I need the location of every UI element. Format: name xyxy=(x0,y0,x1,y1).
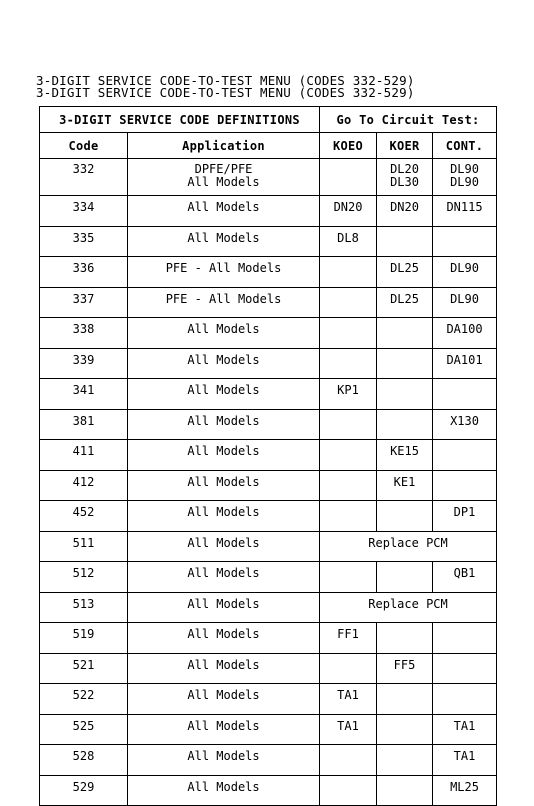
koer-cell xyxy=(377,348,433,379)
cont-cell: DA101 xyxy=(433,348,497,379)
table-row xyxy=(40,501,497,532)
koer-cell: KE1 xyxy=(377,470,433,501)
koer-cell: DL25 xyxy=(377,257,433,288)
table-row xyxy=(40,318,497,349)
cont-cell xyxy=(433,623,497,654)
cont-cell: TA1 xyxy=(433,745,497,776)
code-cell: 341 xyxy=(40,379,128,410)
cont-cell: ML25 xyxy=(433,775,497,806)
koer-cell xyxy=(377,562,433,593)
koer-cell xyxy=(377,623,433,654)
code-cell: 336 xyxy=(40,257,128,288)
table-row xyxy=(40,562,497,593)
code-cell: 332 xyxy=(40,159,128,196)
koer-cell xyxy=(377,318,433,349)
application-cell: All Models xyxy=(128,348,320,379)
code-cell: 528 xyxy=(40,745,128,776)
koer-cell xyxy=(377,775,433,806)
table-row xyxy=(40,531,497,562)
application-cell: All Models xyxy=(128,653,320,684)
application-cell: All Models xyxy=(128,196,320,227)
table-row xyxy=(40,684,497,715)
code-cell: 411 xyxy=(40,440,128,471)
application-cell: All Models xyxy=(128,623,320,654)
page-title-repeat: 3-DIGIT SERVICE CODE-TO-TEST MENU (CODES 332-529) xyxy=(36,85,415,100)
table-row xyxy=(40,409,497,440)
table-row xyxy=(40,379,497,410)
table-row xyxy=(40,775,497,806)
koer-cell xyxy=(377,745,433,776)
table-row xyxy=(40,592,497,623)
code-cell: 525 xyxy=(40,714,128,745)
table-row xyxy=(40,714,497,745)
koer-cell: DL25 xyxy=(377,287,433,318)
koer-cell: DN20 xyxy=(377,196,433,227)
cont-cell xyxy=(433,440,497,471)
code-cell: 513 xyxy=(40,592,128,623)
code-cell: 334 xyxy=(40,196,128,227)
koer-cell xyxy=(377,226,433,257)
application-cell: All Models xyxy=(128,684,320,715)
koer-cell: DL20 DL30 xyxy=(377,159,433,196)
koeo-column-header: KOEO xyxy=(320,133,377,159)
code-cell: 512 xyxy=(40,562,128,593)
application-cell: All Models xyxy=(128,318,320,349)
application-cell: All Models xyxy=(128,592,320,623)
code-column-header: Code xyxy=(40,133,128,159)
table-body xyxy=(40,159,497,806)
cont-cell: DL90 xyxy=(433,287,497,318)
koeo-cell xyxy=(320,562,377,593)
table-row xyxy=(40,440,497,471)
koeo-cell xyxy=(320,470,377,501)
application-cell: PFE - All Models xyxy=(128,287,320,318)
circuit-test-header: Go To Circuit Test: xyxy=(320,107,497,133)
service-code-table xyxy=(39,106,497,806)
replace-pcm-cell: Replace PCM xyxy=(320,531,497,562)
koeo-cell xyxy=(320,409,377,440)
koer-cell xyxy=(377,379,433,410)
koeo-cell: TA1 xyxy=(320,684,377,715)
application-cell: All Models xyxy=(128,470,320,501)
application-cell: All Models xyxy=(128,531,320,562)
cont-cell: DL90 xyxy=(433,257,497,288)
table-row xyxy=(40,257,497,288)
table-row xyxy=(40,348,497,379)
koeo-cell: KP1 xyxy=(320,379,377,410)
koer-column-header: KOER xyxy=(377,133,433,159)
code-cell: 337 xyxy=(40,287,128,318)
definitions-header: 3-DIGIT SERVICE CODE DEFINITIONS xyxy=(40,107,320,133)
cont-cell: DN115 xyxy=(433,196,497,227)
code-cell: 519 xyxy=(40,623,128,654)
replace-pcm-cell: Replace PCM xyxy=(320,592,497,623)
code-cell: 412 xyxy=(40,470,128,501)
code-cell: 381 xyxy=(40,409,128,440)
cont-cell: DL90 DL90 xyxy=(433,159,497,196)
page-title: 3-DIGIT SERVICE CODE-TO-TEST MENU (CODES 332-529) xyxy=(36,73,415,88)
koeo-cell xyxy=(320,348,377,379)
koeo-cell: TA1 xyxy=(320,714,377,745)
code-cell: 529 xyxy=(40,775,128,806)
code-cell: 511 xyxy=(40,531,128,562)
cont-cell: X130 xyxy=(433,409,497,440)
code-cell: 338 xyxy=(40,318,128,349)
koer-cell: FF5 xyxy=(377,653,433,684)
koeo-cell: DL8 xyxy=(320,226,377,257)
koeo-cell xyxy=(320,653,377,684)
application-cell: All Models xyxy=(128,226,320,257)
table-row xyxy=(40,745,497,776)
cont-cell: DA100 xyxy=(433,318,497,349)
table-row xyxy=(40,470,497,501)
koeo-cell xyxy=(320,159,377,196)
table-row xyxy=(40,226,497,257)
koer-cell xyxy=(377,501,433,532)
koer-cell xyxy=(377,409,433,440)
code-cell: 339 xyxy=(40,348,128,379)
table-row xyxy=(40,159,497,196)
application-column-header: Application xyxy=(128,133,320,159)
cont-cell xyxy=(433,379,497,410)
application-cell: All Models xyxy=(128,562,320,593)
table-row xyxy=(40,623,497,654)
application-cell: All Models xyxy=(128,409,320,440)
cont-column-header: CONT. xyxy=(433,133,497,159)
code-cell: 335 xyxy=(40,226,128,257)
koeo-cell xyxy=(320,257,377,288)
code-cell: 452 xyxy=(40,501,128,532)
application-cell: All Models xyxy=(128,745,320,776)
koer-cell xyxy=(377,684,433,715)
koeo-cell xyxy=(320,501,377,532)
application-cell: All Models xyxy=(128,501,320,532)
koeo-cell: FF1 xyxy=(320,623,377,654)
koer-cell xyxy=(377,714,433,745)
cont-cell xyxy=(433,226,497,257)
code-cell: 522 xyxy=(40,684,128,715)
application-cell: All Models xyxy=(128,714,320,745)
koer-cell: KE15 xyxy=(377,440,433,471)
koeo-cell xyxy=(320,287,377,318)
cont-cell: TA1 xyxy=(433,714,497,745)
application-cell: All Models xyxy=(128,775,320,806)
cont-cell xyxy=(433,684,497,715)
application-cell: PFE - All Models xyxy=(128,257,320,288)
application-cell: All Models xyxy=(128,379,320,410)
koeo-cell xyxy=(320,318,377,349)
cont-cell xyxy=(433,653,497,684)
koeo-cell xyxy=(320,745,377,776)
koeo-cell xyxy=(320,440,377,471)
application-cell: DPFE/PFE All Models xyxy=(128,159,320,196)
cont-cell xyxy=(433,470,497,501)
cont-cell: DP1 xyxy=(433,501,497,532)
application-cell: All Models xyxy=(128,440,320,471)
table-row xyxy=(40,287,497,318)
cont-cell: QB1 xyxy=(433,562,497,593)
table-row xyxy=(40,196,497,227)
table-row xyxy=(40,653,497,684)
koeo-cell xyxy=(320,775,377,806)
koeo-cell: DN20 xyxy=(320,196,377,227)
code-cell: 521 xyxy=(40,653,128,684)
